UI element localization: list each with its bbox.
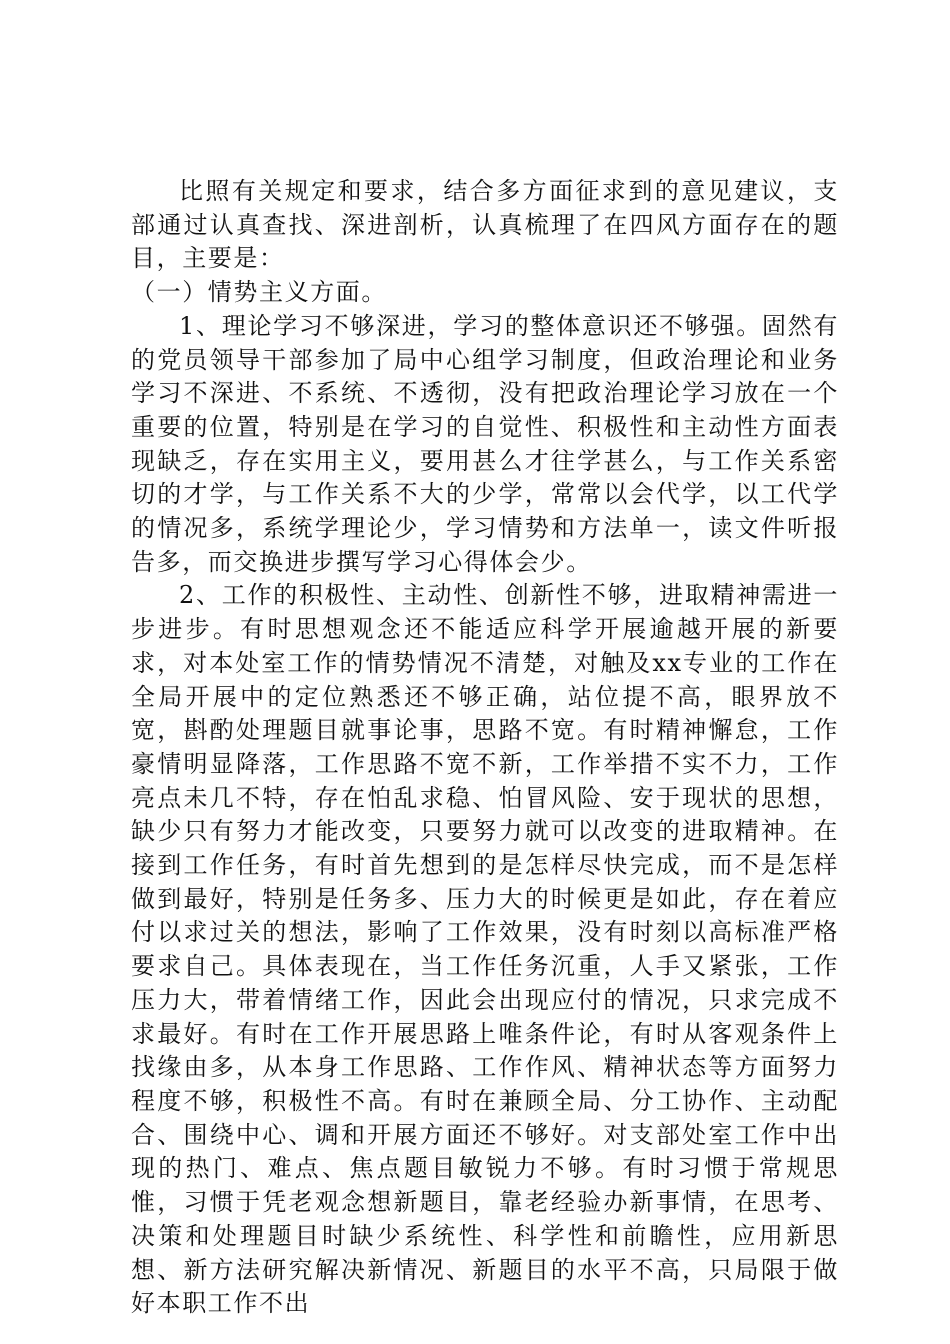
section-heading-formalism: （一）情势主义方面。 xyxy=(131,278,387,307)
item-2-paragraph: 2、工作的积极性、主动性、创新性不够，进取精神需进一步进步。有时思想观念还不能适应科学开展逾越开展的新要求，对本处室工作的情势情况不清楚，对触及xx专业的工作在全局开展中的定位熟悉还不够正确，站位提不高，眼界放不宽，斟酌处理题目就事论事，思路不宽。有时精神懈怠，工作豪情明显降落，工作思路不宽不新，工作举措不实不力，工作亮点未几不特，存在怕乱求稳、怕冒风险、安于现状的思想，缺少只有努力才能改变，只要努力就可以改变的进取精神。在接到工作任务，有时首先想到的是怎样尽快完成，而不是怎样做到最好，特别是任务多、压力大的时候更是如此，存在着应付以求过关的想法，影响了工作效果，没有时刻以高标准严格要求自己。具体表现在，当工作任务沉重，人手又紧张，工作压力大，带着情绪工作，因此会出现应付的情况，只求完成不求最好。有时在工作开展思路上唯条件论，有时从客观条件上找缘由多，从本身工作思路、工作作风、精神状态等方面努力程度不够，积极性不高。有时在兼顾全局、分工协作、主动配合、围绕中心、调和开展方面还不够好。对支部处室工作中出现的热门、难点、焦点题目敏锐力不够。有时习惯于常规思惟，习惯于凭老观念想新题目，靠老经验办新事情，在思考、决策和处理题目时缺少系统性、科学性和前瞻性，应用新思想、新方法研究解决新情况、新题目的水平不高，只局限于做好本职工作不出 xyxy=(131,581,839,1318)
item-1-paragraph: 1、理论学习不够深进，学习的整体意识还不够强。固然有的党员领导干部参加了局中心组学习制度，但政治理论和业务学习不深进、不系统、不透彻，没有把政治理论学习放在一个重要的位置，特别是在学习的自觉性、积极性和主动性方面表现缺乏，存在实用主义，要用甚么才往学甚么，与工作关系密切的才学，与工作关系不大的少学，常常以会代学，以工代学的情况多，系统学理论少，学习情势和方法单一，读文件听报告多，而交换进步撰写学习心得体会少。 xyxy=(131,311,839,576)
document-body xyxy=(131,175,839,1321)
intro-paragraph: 比照有关规定和要求，结合多方面征求到的意见建议，支部通过认真查找、深进剖析，认真梳理了在四风方面存在的题目，主要是： xyxy=(131,177,839,273)
